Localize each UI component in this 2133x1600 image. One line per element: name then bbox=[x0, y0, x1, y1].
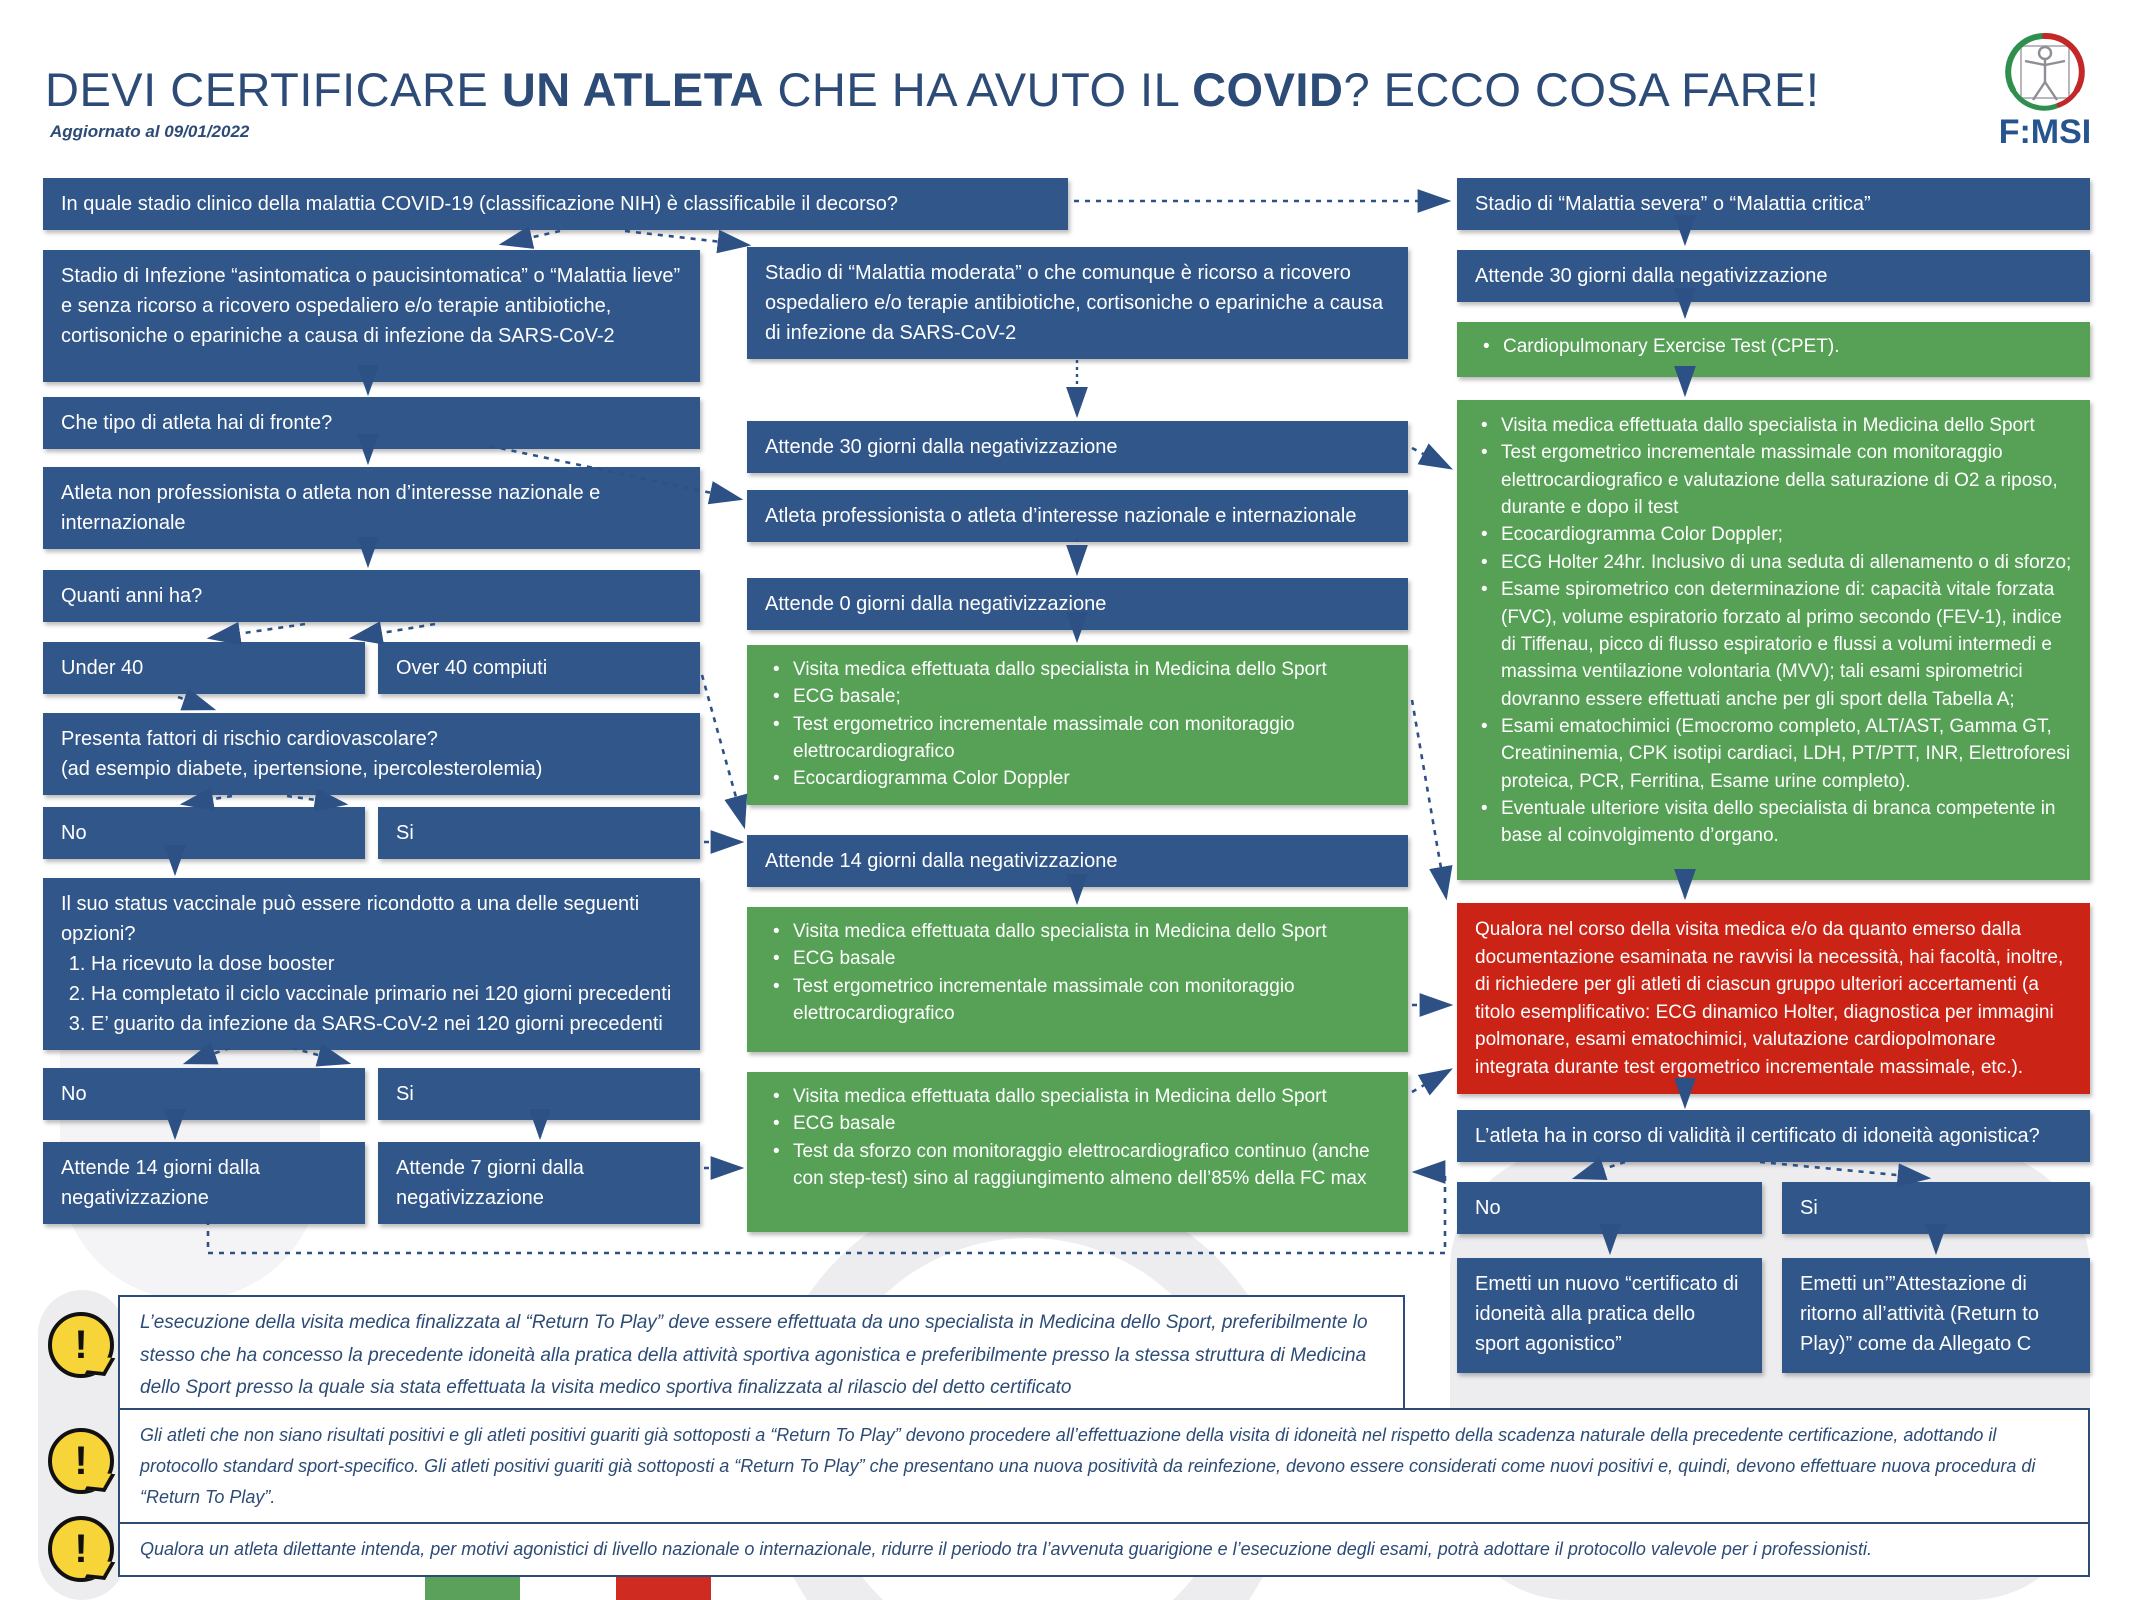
flow-box-attende-30-middle: Attende 30 giorni dalla negativizzazione bbox=[747, 421, 1408, 473]
title-part: CHE HA AVUTO IL bbox=[763, 63, 1193, 116]
warning-icon bbox=[48, 1428, 112, 1492]
exclamation-glyph: ! bbox=[48, 1428, 114, 1494]
flow-box-esami-professionisti bbox=[747, 645, 1408, 805]
list-item: • Ecocardiogramma Color Doppler; bbox=[1479, 521, 2074, 548]
flow-box-rischio-si: Si bbox=[378, 807, 700, 859]
vaccino-options-list bbox=[61, 949, 682, 1039]
title-part-bold: COVID bbox=[1192, 63, 1344, 116]
flow-box-vaccino-no: No bbox=[43, 1068, 365, 1120]
list-item: • ECG basale bbox=[771, 1110, 1390, 1137]
flow-box-under-40: Under 40 bbox=[43, 642, 365, 694]
esami-professionisti-list bbox=[765, 656, 1390, 793]
flow-box-emetti-certificato: Emetti un nuovo “certificato di idoneità alla pratica dello sport agonistico” bbox=[1457, 1258, 1762, 1373]
esami-sforzo-list bbox=[765, 1083, 1390, 1192]
question-rischio-line1: Presenta fattori di rischio cardiovascolare? bbox=[61, 728, 438, 750]
flow-box-avviso-accertamenti: Qualora nel corso della visita medica e/o da quanto emerso dalla documentazione esaminata ne ravvisi la necessità, hai facoltà, inoltre, di richiedere per gli atleti di ciascun gruppo ulteriori accertamenti (a titolo esemplificativo: ECG dinamico Holter, diagnostica per immagini polmonare, esami ematochimici, valutazione cardiopolmonare integrata durante test ergometrico incrementale massimale, etc.). bbox=[1457, 903, 2090, 1094]
question-vaccino-text: Il suo status vaccinale può essere ricondotto a una delle seguenti opzioni? bbox=[61, 893, 640, 945]
flow-box-rischio-no: No bbox=[43, 807, 365, 859]
list-item: • Esame spirometrico con determinazione di: capacità vitale forzata (FVC), volume espiratorio forzato al primo secondo (FEV-1), indice di Tiffenau, picco di flusso espiratorio e flussi a volumi intermedi e massima ventilazione volontaria (MVV); tali esami spirometrici dovranno essere effettuati anche per gli sport della Tabella A; bbox=[1479, 576, 2074, 713]
flow-box-question-certificato: L’atleta ha in corso di validità il certificato di idoneità agonistica? bbox=[1457, 1110, 2090, 1162]
flow-box-question-eta: Quanti anni ha? bbox=[43, 570, 700, 622]
flow-box-atleta-non-professionista: Atleta non professionista o atleta non d’interesse nazionale e internazionale bbox=[43, 467, 700, 549]
list-item: • Esami ematochimici (Emocromo completo, ALT/AST, Gamma GT, Creatininemia, CPK isotipi cardiaci, LDH, PT/PTT, INR, Elettroforesi proteica, PCR, Ferritina, Esame urine completo). bbox=[1479, 713, 2074, 795]
flow-box-attende-30-right: Attende 30 giorni dalla negativizzazione bbox=[1457, 250, 2090, 302]
flow-box-attende-14-left: Attende 14 giorni dalla negativizzazione bbox=[43, 1142, 365, 1224]
flow-box-emetti-attestazione: Emetti un’”Attestazione di ritorno all’attività (Return to Play)” come da Allegato C bbox=[1782, 1258, 2090, 1373]
list-item: 2. Ha completato il ciclo vaccinale primario nei 120 giorni precedenti bbox=[91, 979, 682, 1009]
list-item: • Test ergometrico incrementale massimale con monitoraggio elettrocardiografico e valutazione della saturazione di O2 a riposo, durante e dopo il test bbox=[1479, 439, 2074, 521]
flow-box-certificato-no: No bbox=[1457, 1182, 1762, 1234]
esami-severa-list bbox=[1473, 412, 2074, 850]
note-return-to-play: L’esecuzione della visita medica finalizzata al “Return To Play” deve essere effettuata da uno specialista in Medicina dello Sport, preferibilmente lo stesso che ha concesso la precedente idoneità alla pratica della attività sportiva agonistica e preferibilmente presso la stessa struttura di Medicina dello Sport presso la quale sia stata effettuata la visita medico sportiva finalizzata al rilascio del detto certificato bbox=[118, 1295, 1405, 1417]
title-part: ? ECCO COSA FARE! bbox=[1343, 63, 1820, 116]
warning-icon bbox=[48, 1312, 112, 1376]
title-part-bold: UN ATLETA bbox=[501, 63, 764, 116]
cpet-list bbox=[1475, 333, 2072, 360]
flow-box-atleta-professionista: Atleta professionista o atleta d’interesse nazionale e internazionale bbox=[747, 490, 1408, 542]
warning-icon bbox=[48, 1516, 112, 1580]
flow-box-esami-14 bbox=[747, 907, 1408, 1052]
flow-box-stadio-lieve: Stadio di Infezione “asintomatica o paucisintomatica” o “Malattia lieve” e senza ricorso a ricovero ospedaliero e/o terapie antibiotiche, cortisoniche o epariniche a causa di infezione da SARS-CoV-2 bbox=[43, 250, 700, 382]
question-rischio-line2: (ad esempio diabete, ipertensione, ipercolesterolemia) bbox=[61, 758, 543, 780]
flow-box-attende-0: Attende 0 giorni dalla negativizzazione bbox=[747, 578, 1408, 630]
flow-box-attende-7-left: Attende 7 giorni dalla negativizzazione bbox=[378, 1142, 700, 1224]
list-item: 1. Ha ricevuto la dose booster bbox=[91, 949, 682, 979]
list-item: • Eventuale ulteriore visita dello specialista di branca competente in base al coinvolgimento d’organo. bbox=[1479, 795, 2074, 850]
list-item: • Ecocardiogramma Color Doppler bbox=[771, 765, 1390, 792]
flow-box-esami-sforzo bbox=[747, 1072, 1408, 1232]
exclamation-glyph: ! bbox=[48, 1312, 114, 1378]
list-item: • Visita medica effettuata dallo specialista in Medicina dello Sport bbox=[771, 1083, 1390, 1110]
fmsi-wordmark: F:MSI bbox=[1998, 113, 2092, 151]
list-item: • ECG Holter 24hr. Inclusivo di una seduta di allenamento o di sforzo; bbox=[1479, 549, 2074, 576]
list-item: • Visita medica effettuata dallo specialista in Medicina dello Sport bbox=[771, 918, 1390, 945]
list-item: • ECG basale; bbox=[771, 683, 1390, 710]
flow-box-stadio-moderata: Stadio di “Malattia moderata” o che comunque è ricorso a ricovero ospedaliero e/o terapie antibiotiche, cortisoniche o epariniche a causa di infezione da SARS-CoV-2 bbox=[747, 247, 1408, 359]
list-item: • Visita medica effettuata dallo specialista in Medicina dello Sport bbox=[771, 656, 1390, 683]
note-atleta-dilettante: Qualora un atleta dilettante intenda, per motivi agonistici di livello nazionale o internazionale, ridurre il periodo tra l’avvenuta guarigione e l’esecuzione degli esami, potrà adottare il protocollo valevole per i professionisti. bbox=[118, 1522, 2090, 1577]
esami-14-list bbox=[765, 918, 1390, 1027]
flow-box-esami-severa bbox=[1457, 400, 2090, 880]
flow-box-attende-14-middle: Attende 14 giorni dalla negativizzazione bbox=[747, 835, 1408, 887]
list-item: • Test da sforzo con monitoraggio elettrocardiografico continuo (anche con step-test) sino al raggiungimento almeno dell’85% della FC max bbox=[771, 1138, 1390, 1193]
list-item: • Test ergometrico incrementale massimale con monitoraggio elettrocardiografico bbox=[771, 973, 1390, 1028]
flow-box-certificato-si: Si bbox=[1782, 1182, 2090, 1234]
page-title bbox=[45, 62, 1819, 117]
flow-box-question-main: In quale stadio clinico della malattia COVID-19 (classificazione NIH) è classificabile il decorso? bbox=[43, 178, 1068, 230]
exclamation-glyph: ! bbox=[48, 1516, 114, 1582]
flow-box-stadio-severa: Stadio di “Malattia severa” o “Malattia critica” bbox=[1457, 178, 2090, 230]
flow-box-question-tipo-atleta: Che tipo di atleta hai di fronte? bbox=[43, 397, 700, 449]
flow-box-question-rischio bbox=[43, 713, 700, 795]
updated-date: Aggiornato al 09/01/2022 bbox=[50, 122, 250, 141]
flow-box-question-vaccino bbox=[43, 878, 700, 1050]
list-item: • Visita medica effettuata dallo specialista in Medicina dello Sport bbox=[1479, 412, 2074, 439]
title-part: DEVI CERTIFICARE bbox=[45, 63, 502, 116]
list-item: • Cardiopulmonary Exercise Test (CPET). bbox=[1481, 333, 2072, 360]
flow-box-cpet bbox=[1457, 322, 2090, 377]
flow-box-vaccino-si: Si bbox=[378, 1068, 700, 1120]
list-item: 3. E’ guarito da infezione da SARS-CoV-2 nei 120 giorni precedenti bbox=[91, 1009, 682, 1039]
flow-box-over-40: Over 40 compiuti bbox=[378, 642, 700, 694]
fmsi-logo bbox=[1985, 28, 2105, 153]
note-scadenza-certificazione: Gli atleti che non siano risultati positivi e gli atleti positivi guariti già sottoposti a “Return To Play” devono procedere all’effettuazione della visita di idoneità nel rispetto della scadenza naturale della precedente certificazione, adottando il protocollo standard sport-specifico. Gli atleti positivi guariti già sottoposti a “Return To Play” che presentano una nuova positività da reinfezione, devono essere considerati come nuovi positivi e, quindi, devono effettuare nuova procedura di “Return To Play”. bbox=[118, 1408, 2090, 1525]
vitruvian-man-icon bbox=[2025, 47, 2065, 100]
list-item: • ECG basale bbox=[771, 945, 1390, 972]
list-item: • Test ergometrico incrementale massimale con monitoraggio elettrocardiografico bbox=[771, 711, 1390, 766]
